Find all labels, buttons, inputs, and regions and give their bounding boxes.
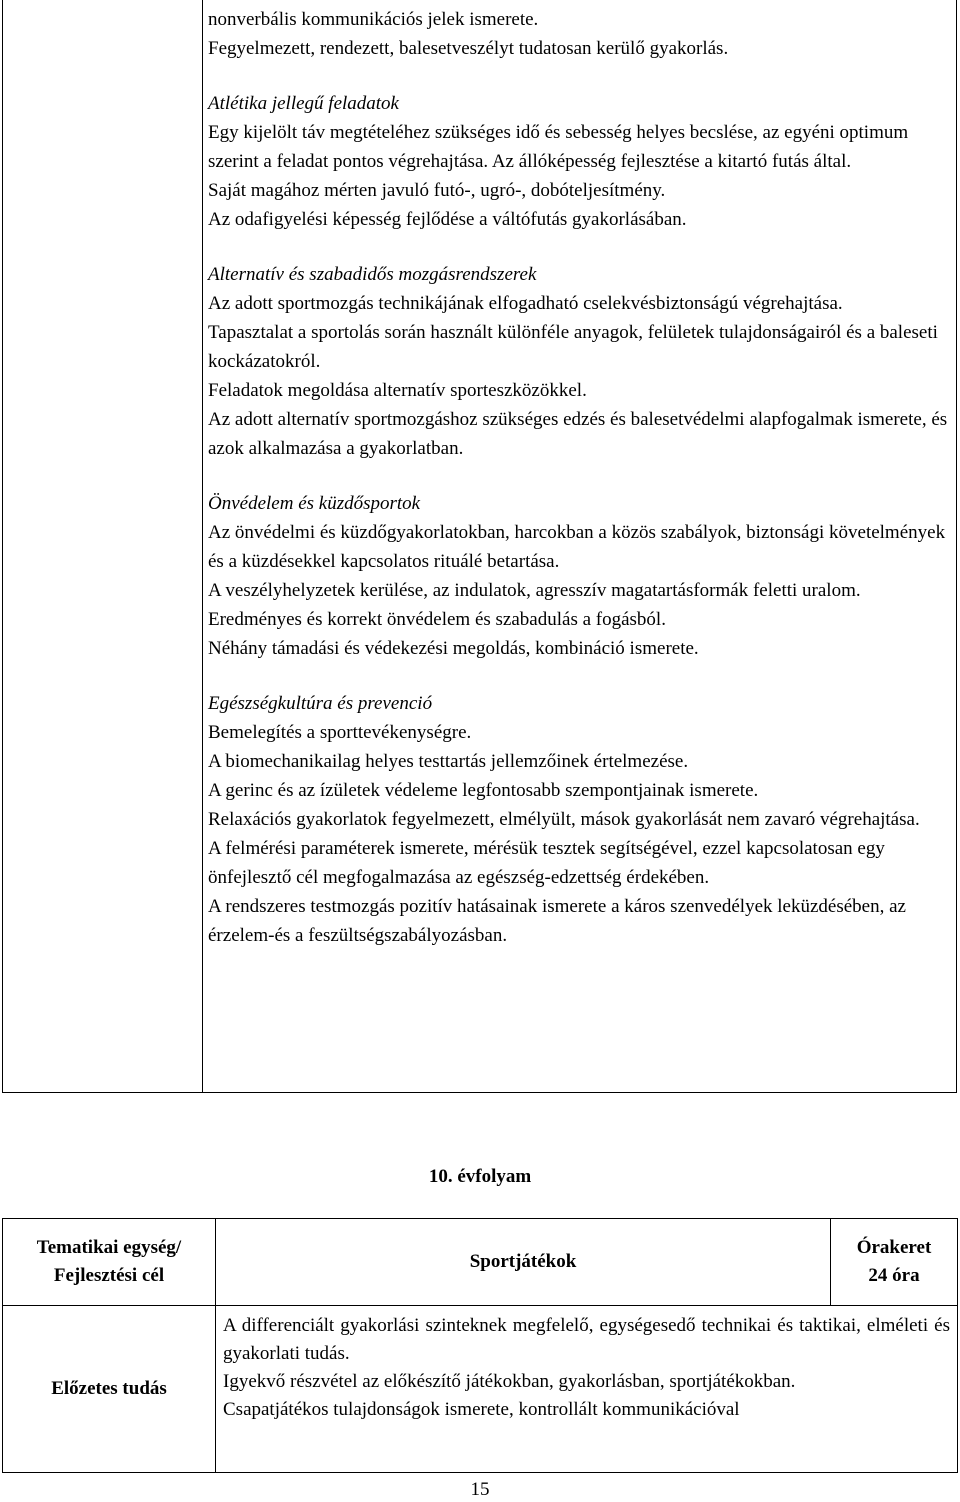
section-title: Egészségkultúra és prevenció bbox=[208, 693, 433, 714]
hours-cell bbox=[831, 1219, 958, 1306]
hours-value: 24 óra bbox=[868, 1265, 920, 1286]
section-paragraph: A rendszeres testmozgás pozitív hatásainak ismerete a káros szenvedélyek leküzdésében, az érzelem-és a feszültségszabályozásban. bbox=[208, 896, 906, 946]
grade-heading: 10. évfolyam bbox=[428, 1166, 532, 1187]
table-row bbox=[3, 1306, 958, 1473]
unit-name-cell bbox=[216, 1219, 831, 1306]
prior-knowledge-line: Igyekvő részvétel az előkészítő játékokban, gyakorlásban, sportjátékokban. bbox=[223, 1371, 796, 1392]
section-paragraph: A gerinc és az ízületek védeleme legfontosabb szempontjainak ismerete. bbox=[208, 780, 759, 801]
section-paragraph: Néhány támadási és védekezési megoldás, kombináció ismerete. bbox=[208, 638, 699, 659]
prior-knowledge-label-cell bbox=[3, 1306, 216, 1473]
section-paragraph: Egy kijelölt táv megtételéhez szükséges idő és sebesség helyes becslése, az egyéni optimum szerint a feladat pontos végrehajtása. Az állóképesség fejlesztése a kitartó futás által. bbox=[208, 122, 909, 172]
section-paragraph: Az adott sportmozgás technikájának elfogadható cselekvésbiztonságú végrehajtása. bbox=[208, 293, 843, 314]
section-paragraph: A biomechanikailag helyes testtartás jellemzőinek értelmezése. bbox=[208, 751, 689, 772]
section-paragraph: A veszélyhelyzetek kerülése, az indulatok, agresszív magatartásformák feletti uralom. Eredményes és korrekt önvédelem és szabadulás a fogásból. bbox=[208, 580, 861, 630]
column-divider bbox=[202, 0, 203, 1092]
section-title: Alternatív és szabadidős mozgásrendszerek bbox=[208, 264, 537, 285]
section-alternative-sports bbox=[208, 260, 948, 463]
section-paragraph: Relaxációs gyakorlatok fegyelmezett, elmélyült, mások gyakorlását nem zavaró végrehajtása. bbox=[208, 809, 920, 830]
section-paragraph: Feladatok megoldása alternatív sporteszközökkel. bbox=[208, 380, 587, 401]
section-self-defense bbox=[208, 489, 948, 663]
section-title: Atlétika jellegű feladatok bbox=[208, 93, 399, 114]
prior-knowledge-label: Előzetes tudás bbox=[51, 1378, 167, 1399]
intro-line: Fegyelmezett, rendezett, balesetveszélyt tudatosan kerülő gyakorlás. bbox=[208, 38, 729, 59]
section-title: Önvédelem és küzdősportok bbox=[208, 493, 421, 514]
unit-label-line: Fejlesztési cél bbox=[53, 1265, 165, 1286]
prior-knowledge-line: A differenciált gyakorlási szinteknek megfelelő, egységesedő technikai és taktikai, elméleti és gyakorlati tudás. bbox=[223, 1315, 950, 1364]
section-paragraph: Tapasztalat a sportolás során használt különféle anyagok, felületek tulajdonságairól és a baleseti kockázatokról. bbox=[208, 322, 938, 372]
section-athletics bbox=[208, 89, 948, 234]
section-paragraph: Az odafigyelési képesség fejlődése a váltófutás gyakorlásában. bbox=[208, 209, 687, 230]
outcomes-content bbox=[208, 5, 948, 976]
thematic-unit-table bbox=[2, 1218, 958, 1473]
intro-line: nonverbális kommunikációs jelek ismerete. bbox=[208, 9, 539, 30]
unit-label-line: Tematikai egység/ bbox=[36, 1237, 182, 1258]
section-paragraph: A felmérési paraméterek ismerete, mérésük tesztek segítségével, ezzel kapcsolatosan egy önfejlesztő cél megfogalmazása az egészség-edzettség érdekében. bbox=[208, 838, 885, 888]
prior-knowledge-line: Csapatjátékos tulajdonságok ismerete, kontrollált kommunikációval bbox=[223, 1399, 740, 1420]
unit-label-cell bbox=[3, 1219, 216, 1306]
intro-block bbox=[208, 5, 948, 63]
hours-label: Órakeret bbox=[856, 1237, 932, 1258]
section-health-culture bbox=[208, 689, 948, 950]
unit-name: Sportjátékok bbox=[469, 1251, 577, 1272]
section-paragraph: Saját magához mérten javuló futó-, ugró-, dobóteljesítmény. bbox=[208, 180, 666, 201]
table-row bbox=[3, 1219, 958, 1306]
section-paragraph: Bemelegítés a sporttevékenységre. bbox=[208, 722, 472, 743]
section-paragraph: Az önvédelmi és küzdőgyakorlatokban, harcokban a közös szabályok, biztonsági követelmények és a küzdésekkel kapcsolatos rituálé betartása. bbox=[208, 522, 946, 572]
prior-knowledge-cell bbox=[216, 1306, 958, 1473]
page-number: 15 bbox=[470, 1479, 490, 1500]
section-paragraph: Az adott alternatív sportmozgáshoz szükséges edzés és balesetvédelmi alapfogalmak ismerete, és azok alkalmazása a gyakorlatban. bbox=[208, 409, 948, 459]
